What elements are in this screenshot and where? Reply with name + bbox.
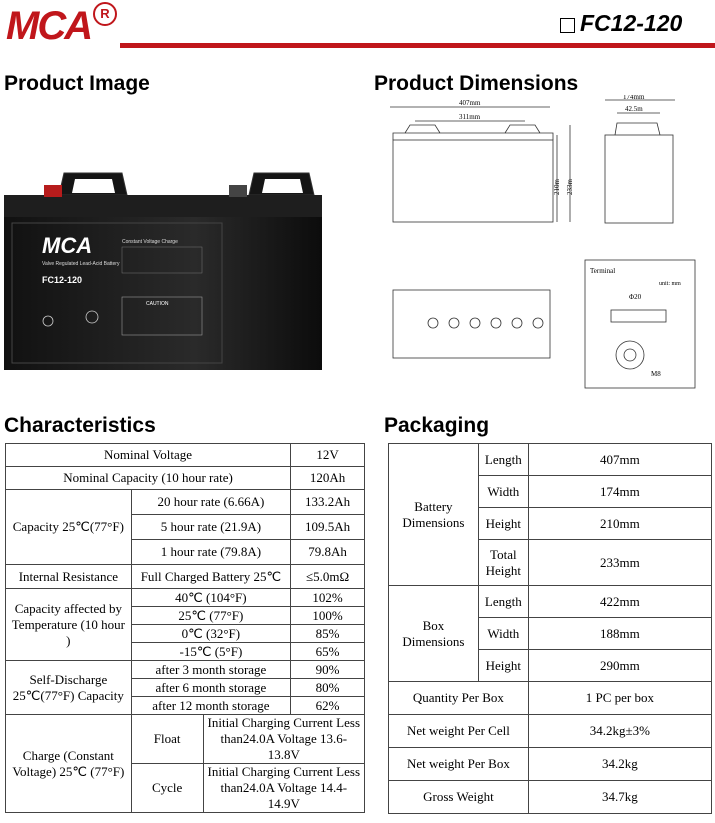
pkg-row-label: Height bbox=[478, 650, 528, 682]
battery-subtitle: Valve Regulated Lead-Acid Battery bbox=[42, 261, 120, 267]
internal-resistance-condition: Full Charged Battery 25℃ bbox=[131, 565, 290, 589]
battery-caution: CAUTION bbox=[146, 301, 169, 307]
pkg-other-label: Quantity Per Box bbox=[389, 682, 529, 715]
pkg-other-value: 1 PC per box bbox=[528, 682, 711, 715]
pkg-row-value: 407mm bbox=[528, 444, 711, 476]
dim-407: 407mm bbox=[459, 99, 481, 107]
box-dimensions-label: Box Dimensions bbox=[389, 586, 479, 682]
battery-logo: MCA bbox=[42, 233, 93, 258]
self-discharge-label: Self-Discharge 25℃(77°F) Capacity bbox=[6, 661, 132, 715]
capacity-value: 79.8Ah bbox=[291, 540, 365, 565]
capacity-condition: 5 hour rate (21.9A) bbox=[131, 515, 290, 540]
internal-resistance-label: Internal Resistance bbox=[6, 565, 132, 589]
temperature-condition: 25℃ (77°F) bbox=[131, 607, 290, 625]
pkg-row-label: Height bbox=[478, 508, 528, 540]
internal-resistance-value: ≤5.0mΩ bbox=[291, 565, 365, 589]
battery-photo bbox=[4, 165, 324, 371]
unit-label: unit: mm bbox=[659, 281, 681, 287]
dim-174: 174mm bbox=[623, 95, 645, 101]
pkg-row-value: 422mm bbox=[528, 586, 711, 618]
pkg-other-value: 34.2kg bbox=[528, 748, 711, 781]
pkg-other-label: Net weight Per Box bbox=[389, 748, 529, 781]
heading-product-image: Product Image bbox=[4, 72, 150, 95]
pkg-row-label: Length bbox=[478, 586, 528, 618]
dia-label: Φ20 bbox=[629, 293, 642, 301]
characteristics-table bbox=[5, 443, 365, 813]
header-rule bbox=[120, 43, 715, 48]
pkg-row-value: 210mm bbox=[528, 508, 711, 540]
self-discharge-value: 62% bbox=[291, 697, 365, 715]
capacity-value: 133.2Ah bbox=[291, 490, 365, 515]
heading-packaging: Packaging bbox=[384, 414, 490, 437]
dim-233: 233m bbox=[566, 179, 574, 195]
pkg-row-label: Width bbox=[478, 618, 528, 650]
packaging-table bbox=[388, 443, 712, 814]
model-name: FC12-120 bbox=[580, 10, 683, 36]
temperature-value: 100% bbox=[291, 607, 365, 625]
pkg-row-value: 188mm bbox=[528, 618, 711, 650]
charge-label: Charge (Constant Voltage) 25℃ (77°F) bbox=[6, 715, 132, 813]
capacity-condition: 20 hour rate (6.66A) bbox=[131, 490, 290, 515]
terminal-label: Terminal bbox=[590, 267, 616, 275]
charge-float-label: Float bbox=[131, 715, 203, 764]
pkg-row-value: 174mm bbox=[528, 476, 711, 508]
pkg-row-value: 233mm bbox=[528, 540, 711, 586]
charge-cycle-text: Initial Charging Current Less than24.0A Voltage 14.4-14.9V bbox=[203, 764, 364, 813]
battery-dimensions-label: Battery Dimensions bbox=[389, 444, 479, 586]
pkg-row-value: 290mm bbox=[528, 650, 711, 682]
self-discharge-value: 90% bbox=[291, 661, 365, 679]
pkg-other-value: 34.7kg bbox=[528, 781, 711, 814]
heading-product-dimensions: Product Dimensions bbox=[374, 72, 579, 95]
pkg-other-value: 34.2kg±3% bbox=[528, 715, 711, 748]
nominal-voltage-label: Nominal Voltage bbox=[6, 444, 291, 467]
heading-characteristics: Characteristics bbox=[4, 414, 156, 437]
dim-42: 42.5m bbox=[625, 105, 643, 113]
registered-mark: R bbox=[93, 2, 117, 26]
battery-model: FC12-120 bbox=[42, 275, 83, 285]
self-discharge-condition: after 6 month storage bbox=[131, 679, 290, 697]
checkbox-icon bbox=[560, 18, 575, 33]
pkg-other-label: Net weight Per Cell bbox=[389, 715, 529, 748]
temperature-condition: -15℃ (5°F) bbox=[131, 643, 290, 661]
self-discharge-condition: after 12 month storage bbox=[131, 697, 290, 715]
charge-cycle-label: Cycle bbox=[131, 764, 203, 813]
pkg-other-label: Gross Weight bbox=[389, 781, 529, 814]
pkg-row-label: Length bbox=[478, 444, 528, 476]
m8-label: M8 bbox=[651, 370, 661, 378]
dimension-drawings bbox=[385, 95, 705, 390]
dim-311: 311mm bbox=[459, 113, 481, 121]
charge-float-text: Initial Charging Current Less than24.0A Voltage 13.6-13.8V bbox=[203, 715, 364, 764]
temperature-value: 65% bbox=[291, 643, 365, 661]
logo-text: MCA bbox=[6, 4, 92, 48]
nominal-voltage-value: 12V bbox=[291, 444, 365, 467]
temperature-label: Capacity affected by Temperature (10 hour ) bbox=[6, 589, 132, 661]
self-discharge-condition: after 3 month storage bbox=[131, 661, 290, 679]
nominal-capacity-value: 120Ah bbox=[291, 467, 365, 490]
self-discharge-value: 80% bbox=[291, 679, 365, 697]
dim-210: 210m bbox=[553, 179, 561, 195]
capacity-value: 109.5Ah bbox=[291, 515, 365, 540]
temperature-value: 85% bbox=[291, 625, 365, 643]
temperature-condition: 0℃ (32°F) bbox=[131, 625, 290, 643]
capacity-condition: 1 hour rate (79.8A) bbox=[131, 540, 290, 565]
pkg-row-label: Width bbox=[478, 476, 528, 508]
pkg-row-label: Total Height bbox=[478, 540, 528, 586]
temperature-condition: 40℃ (104°F) bbox=[131, 589, 290, 607]
nominal-capacity-label: Nominal Capacity (10 hour rate) bbox=[6, 467, 291, 490]
battery-charge-text: Constant Voltage Charge bbox=[122, 239, 178, 245]
temperature-value: 102% bbox=[291, 589, 365, 607]
capacity-label: Capacity 25℃(77°F) bbox=[6, 490, 132, 565]
